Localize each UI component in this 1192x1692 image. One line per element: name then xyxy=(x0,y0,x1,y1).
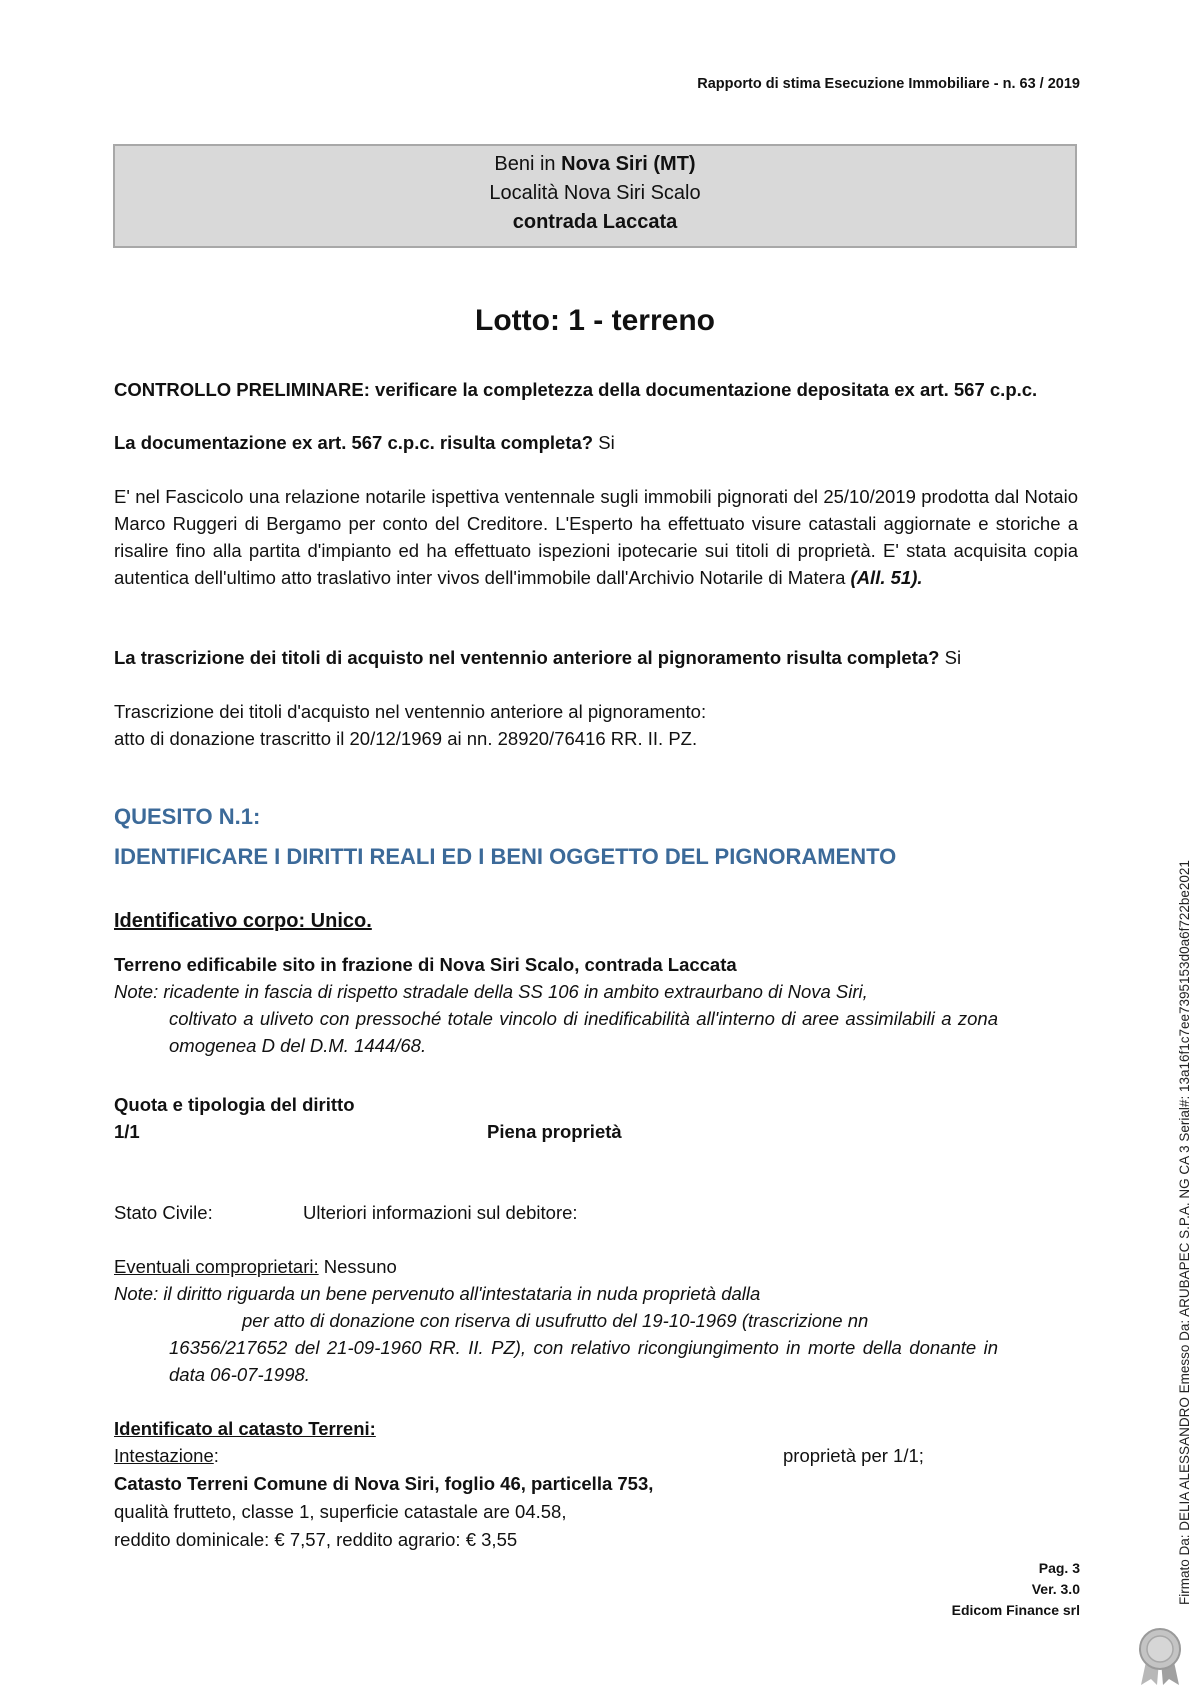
location-box xyxy=(113,144,1077,248)
trascrizione-answer: Si xyxy=(939,647,962,668)
catasto-heading: Identificato al catasto Terreni: xyxy=(114,1418,376,1439)
quota-heading: Quota e tipologia del diritto xyxy=(114,1094,355,1115)
stato-civile-label: Stato Civile: xyxy=(114,1202,213,1223)
report-header-title: Rapporto di stima Esecuzione Immobiliare - n. 63 / 2019 xyxy=(697,76,1080,92)
fascicolo-text: E' nel Fascicolo una relazione notarile ispettiva ventennale sugli immobili pignorati del 25/10/2019 prodotta dal Notaio Marco Ruggeri di Bergamo per conto del Creditore. L'Esperto ha effettuato visure catastali aggiornate e storiche a risalire fino alla partita d'impianto ed ha effettuato ispezioni ipotecarie sui titoli di proprietà. E' stata acquisita copia autentica dell'ultimo atto traslativo inter vivos dell'immobile dall'Archivio Notarile di Matera xyxy=(114,486,1078,588)
trascrizione-question-line xyxy=(114,644,961,671)
catasto-line-3: reddito dominicale: € 7,57, reddito agrario: € 3,55 xyxy=(114,1529,518,1550)
page-number: 3 xyxy=(1072,1560,1080,1576)
location-town: Nova Siri (MT) xyxy=(561,153,696,175)
quesito-title: QUESITO N.1: xyxy=(114,804,261,829)
controllo-preliminare: CONTROLLO PRELIMINARE: verificare la completezza della documentazione depositata ex art. 567 c.p.c. xyxy=(114,379,1038,400)
lotto-title: Lotto: 1 - terreno xyxy=(475,304,715,337)
quesito-subtitle: IDENTIFICARE I DIRITTI REALI ED I BENI OGGETTO DEL PIGNORAMENTO xyxy=(114,844,897,869)
ulteriori-informazioni-label: Ulteriori informazioni sul debitore: xyxy=(303,1202,578,1223)
documentazione-question-line xyxy=(114,429,615,456)
intestazione-line xyxy=(114,1442,219,1469)
comproprietari-note-rest: 16356/217652 del 21-09-1960 RR. II. PZ), con relativo ricongiungimento in morte della donante in data 06-07-1998. xyxy=(169,1337,998,1385)
trascrizione-question: La trascrizione dei titoli di acquisto nel ventennio anteriore al pignoramento risulta completa? xyxy=(114,647,940,668)
fascicolo-paragraph xyxy=(114,483,1078,591)
catasto-line-1: Catasto Terreni Comune di Nova Siri, foglio 46, particella 753, xyxy=(114,1473,654,1494)
page-number-line xyxy=(1039,1560,1080,1576)
location-line-2: Località Nova Siri Scalo xyxy=(489,182,701,204)
trascrizione-line-1: Trascrizione dei titoli d'acquisto nel ventennio anteriore al pignoramento: xyxy=(114,701,707,722)
terreno-note-line-1: Note: ricadente in fascia di rispetto stradale della SS 106 in ambito extraurbano di Nova Siri, xyxy=(114,981,868,1002)
terreno-heading: Terreno edificabile sito in frazione di Nova Siri Scalo, contrada Laccata xyxy=(114,954,737,975)
certification-seal-icon xyxy=(1137,1627,1183,1686)
quota-type: Piena proprietà xyxy=(487,1121,622,1142)
company-name: Edicom Finance srl xyxy=(951,1602,1080,1618)
fascicolo-attachment-ref: (All. 51). xyxy=(850,567,923,588)
terreno-note-rest: coltivato a uliveto con pressoché totale vincolo di inedificabilità all'interno di aree assimilabili a zona omogenea D del D.M. 1444/68. xyxy=(169,1008,998,1056)
documentazione-question: La documentazione ex art. 567 c.p.c. risulta completa? xyxy=(114,432,594,453)
comproprietari-label: Eventuali comproprietari: xyxy=(114,1256,319,1277)
comproprietari-note-line-2: per atto di donazione con riserva di usufrutto del 19-10-1969 (trascrizione nn xyxy=(242,1310,869,1331)
quota-value: 1/1 xyxy=(114,1121,140,1142)
location-line-3: contrada Laccata xyxy=(512,211,678,233)
location-line-1 xyxy=(115,150,1075,179)
trascrizione-line-2: atto di donazione trascritto il 20/12/1969 ai nn. 28920/76416 RR. II. PZ. xyxy=(114,728,698,749)
comproprietari-note-line-1: Note: il diritto riguarda un bene pervenuto all'intestataria in nuda proprietà dalla xyxy=(114,1283,761,1304)
proprieta-quota: proprietà per 1/1; xyxy=(783,1445,924,1466)
comproprietari-value: Nessuno xyxy=(318,1256,397,1277)
digital-signature-stamp: Firmato Da: DELIA ALESSANDRO Emesso Da: ARUBAPEC S.P.A. NG CA 3 Serial#: 13a16f1c7ee7395153d0a6f722be2021 xyxy=(1177,860,1192,1605)
page-label: Pag. xyxy=(1038,1560,1073,1576)
intestazione-label: Intestazione xyxy=(114,1445,214,1466)
location-prefix: Beni in xyxy=(494,153,562,175)
version-label: Ver. 3.0 xyxy=(1031,1581,1080,1597)
comproprietari-line xyxy=(114,1253,397,1280)
intestazione-colon: : xyxy=(213,1445,219,1466)
documentazione-answer: Si xyxy=(593,432,615,453)
identificativo-corpo: Identificativo corpo: Unico. xyxy=(114,910,372,932)
catasto-line-2: qualità frutteto, classe 1, superficie catastale are 04.58, xyxy=(114,1501,567,1522)
